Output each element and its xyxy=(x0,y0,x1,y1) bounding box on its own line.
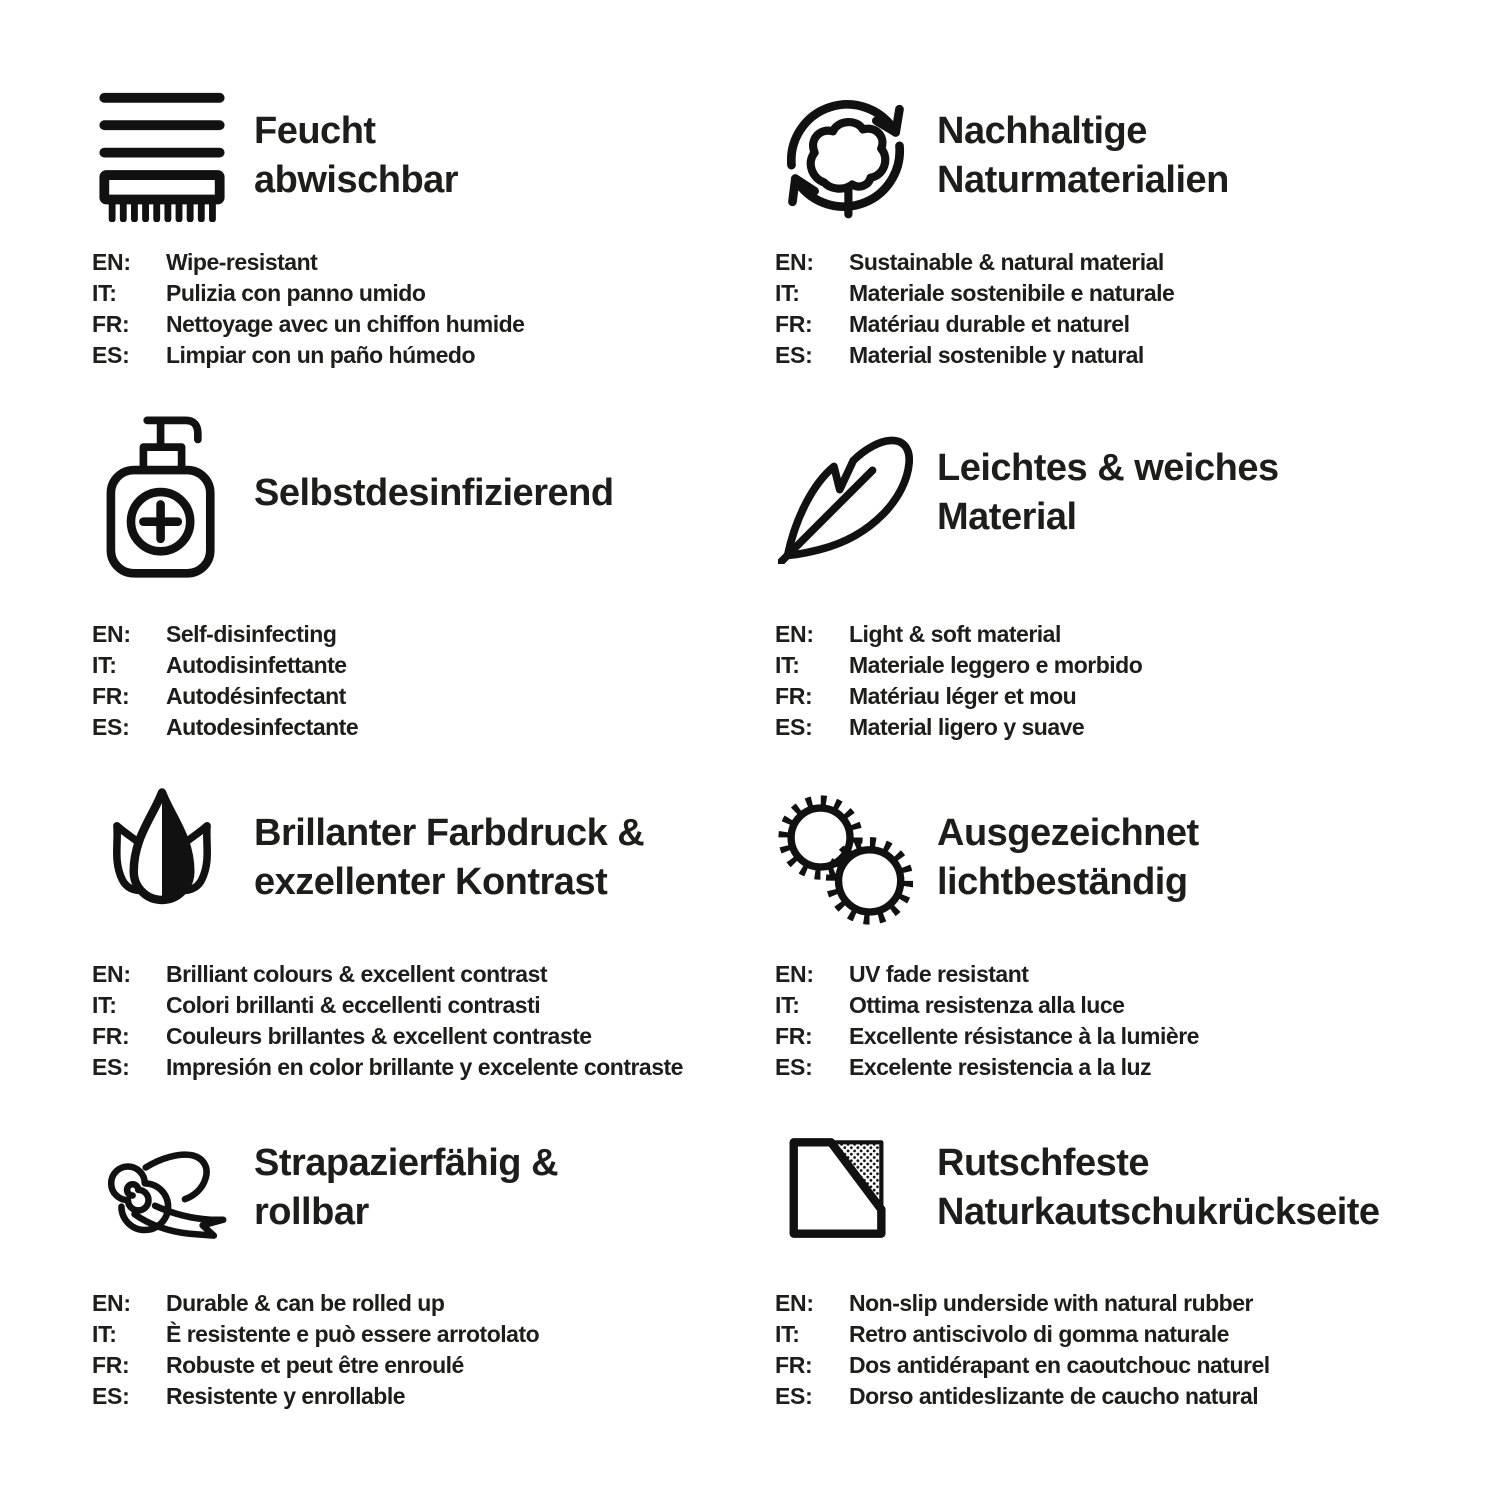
feature-title: Leichtes & weiches Material xyxy=(937,447,1279,538)
translation-en: Wipe-resistant xyxy=(166,249,318,275)
translation-it: Colori brillanti & eccellenti contrasti xyxy=(166,992,541,1018)
translation-list xyxy=(775,619,1480,743)
lang-label-fr: FR: xyxy=(92,683,130,709)
feature-brilliant-print xyxy=(92,783,775,1128)
lang-label-fr: FR: xyxy=(775,683,813,709)
translation-en: Non-slip underside with natural rubber xyxy=(849,1290,1253,1316)
lang-label-en: EN: xyxy=(775,249,814,275)
translation-it: Pulizia con panno umido xyxy=(166,280,426,306)
lang-label-es: ES: xyxy=(775,1383,813,1409)
lang-label-es: ES: xyxy=(775,342,813,368)
lang-label-it: IT: xyxy=(775,1321,800,1347)
translation-fr: Dos antidérapant en caoutchouc naturel xyxy=(849,1352,1270,1378)
feature-title: Ausgezeichnet lichtbeständig xyxy=(937,812,1199,903)
translation-en: UV fade resistant xyxy=(849,961,1029,987)
translation-list xyxy=(92,619,775,743)
translation-it: Autodisinfettante xyxy=(166,652,347,678)
lang-label-en: EN: xyxy=(92,1290,131,1316)
feature-head xyxy=(775,1128,1480,1248)
translation-it: Materiale leggero e morbido xyxy=(849,652,1143,678)
lang-label-es: ES: xyxy=(92,342,130,368)
lang-label-en: EN: xyxy=(775,1290,814,1316)
lang-label-fr: FR: xyxy=(775,311,813,337)
translation-list xyxy=(92,1288,775,1412)
translation-it: È resistente e può essere arrotolato xyxy=(166,1321,540,1347)
lang-label-en: EN: xyxy=(775,961,814,987)
translation-it: Ottima resistenza alla luce xyxy=(849,992,1125,1018)
feature-head xyxy=(775,403,1480,583)
translation-fr: Couleurs brillantes & excellent contraste xyxy=(166,1023,592,1049)
lang-label-en: EN: xyxy=(92,249,131,275)
feature-wipe-clean xyxy=(92,88,775,403)
feather-icon xyxy=(775,422,915,564)
lang-label-it: IT: xyxy=(92,280,117,306)
lang-label-it: IT: xyxy=(775,280,800,306)
gears-suns-icon xyxy=(775,788,915,928)
feature-durable-rollable xyxy=(92,1128,775,1412)
translation-fr: Robuste et peut être enroulé xyxy=(166,1352,464,1378)
translation-fr: Autodésinfectant xyxy=(166,683,346,709)
translation-fr: Nettoyage avec un chiffon humide xyxy=(166,311,525,337)
feature-non-slip-backing xyxy=(775,1128,1480,1412)
translation-es: Material sostenible y natural xyxy=(849,342,1144,368)
feature-light-soft-material xyxy=(775,403,1480,783)
lang-label-es: ES: xyxy=(775,714,813,740)
lang-label-it: IT: xyxy=(92,1321,117,1347)
tree-recycle-icon xyxy=(775,88,915,223)
feature-title: Feucht abwischbar xyxy=(254,109,459,201)
translation-it: Retro antiscivolo di gomma naturale xyxy=(849,1321,1229,1347)
lang-label-es: ES: xyxy=(92,1383,130,1409)
lang-label-es: ES: xyxy=(92,714,130,740)
translation-es: Autodesinfectante xyxy=(166,714,359,740)
feature-light-fast xyxy=(775,783,1480,1128)
ink-drops-icon xyxy=(92,784,232,932)
feature-title: Brillanter Farbdruck & exzellenter Kontrast xyxy=(254,812,645,903)
translation-fr: Excellente résistance à la lumière xyxy=(849,1023,1199,1049)
translation-en: Brilliant colours & excellent contrast xyxy=(166,961,548,987)
feature-head xyxy=(92,783,775,933)
lang-label-it: IT: xyxy=(92,992,117,1018)
translation-it: Materiale sostenibile e naturale xyxy=(849,280,1175,306)
lang-label-it: IT: xyxy=(92,652,117,678)
translation-list xyxy=(92,959,775,1083)
feature-title: Rutschfeste Naturkautschukrückseite xyxy=(937,1142,1380,1233)
lang-label-fr: FR: xyxy=(92,1352,130,1378)
translation-es: Material ligero y suave xyxy=(849,714,1085,740)
translation-en: Sustainable & natural material xyxy=(849,249,1164,275)
feature-sustainable-material xyxy=(775,88,1480,403)
translation-es: Excelente resistencia a la luz xyxy=(849,1054,1152,1080)
translation-fr: Matériau léger et mou xyxy=(849,683,1077,709)
lang-label-es: ES: xyxy=(92,1054,130,1080)
translation-fr: Matériau durable et naturel xyxy=(849,311,1130,337)
lang-label-fr: FR: xyxy=(92,1023,130,1049)
feature-head xyxy=(92,1128,775,1248)
lang-label-en: EN: xyxy=(92,961,131,987)
feature-head xyxy=(92,403,775,583)
translation-list xyxy=(92,247,775,371)
lang-label-en: EN: xyxy=(92,621,131,647)
corner-peel-icon xyxy=(775,1133,915,1243)
translation-en: Durable & can be rolled up xyxy=(166,1290,445,1316)
translation-es: Limpiar con un paño húmedo xyxy=(166,342,475,368)
feature-title: Selbstdesinfizierend xyxy=(254,471,614,514)
feature-self-disinfecting xyxy=(92,403,775,783)
rolled-mat-icon xyxy=(92,1132,232,1244)
translation-en: Light & soft material xyxy=(849,621,1061,647)
translation-list xyxy=(775,1288,1480,1412)
feature-head xyxy=(775,88,1480,223)
lang-label-it: IT: xyxy=(775,992,800,1018)
brush-wipe-icon xyxy=(92,90,232,222)
lang-label-en: EN: xyxy=(775,621,814,647)
translation-en: Self-disinfecting xyxy=(166,621,337,647)
feature-head xyxy=(775,783,1480,933)
translation-es: Dorso antideslizante de caucho natural xyxy=(849,1383,1259,1409)
translation-es: Resistente y enrollable xyxy=(166,1383,406,1409)
lang-label-es: ES: xyxy=(775,1054,813,1080)
lang-label-fr: FR: xyxy=(775,1023,813,1049)
pump-bottle-icon xyxy=(92,407,232,579)
feature-title: Strapazierfähig & rollbar xyxy=(254,1142,559,1233)
lang-label-fr: FR: xyxy=(92,311,130,337)
feature-head xyxy=(92,88,775,223)
lang-label-it: IT: xyxy=(775,652,800,678)
translation-list xyxy=(775,959,1480,1083)
translation-list xyxy=(775,247,1480,371)
lang-label-fr: FR: xyxy=(775,1352,813,1378)
translation-es: Impresión en color brillante y excelente contraste xyxy=(166,1054,683,1080)
feature-title: Nachhaltige Naturmaterialien xyxy=(937,109,1229,201)
